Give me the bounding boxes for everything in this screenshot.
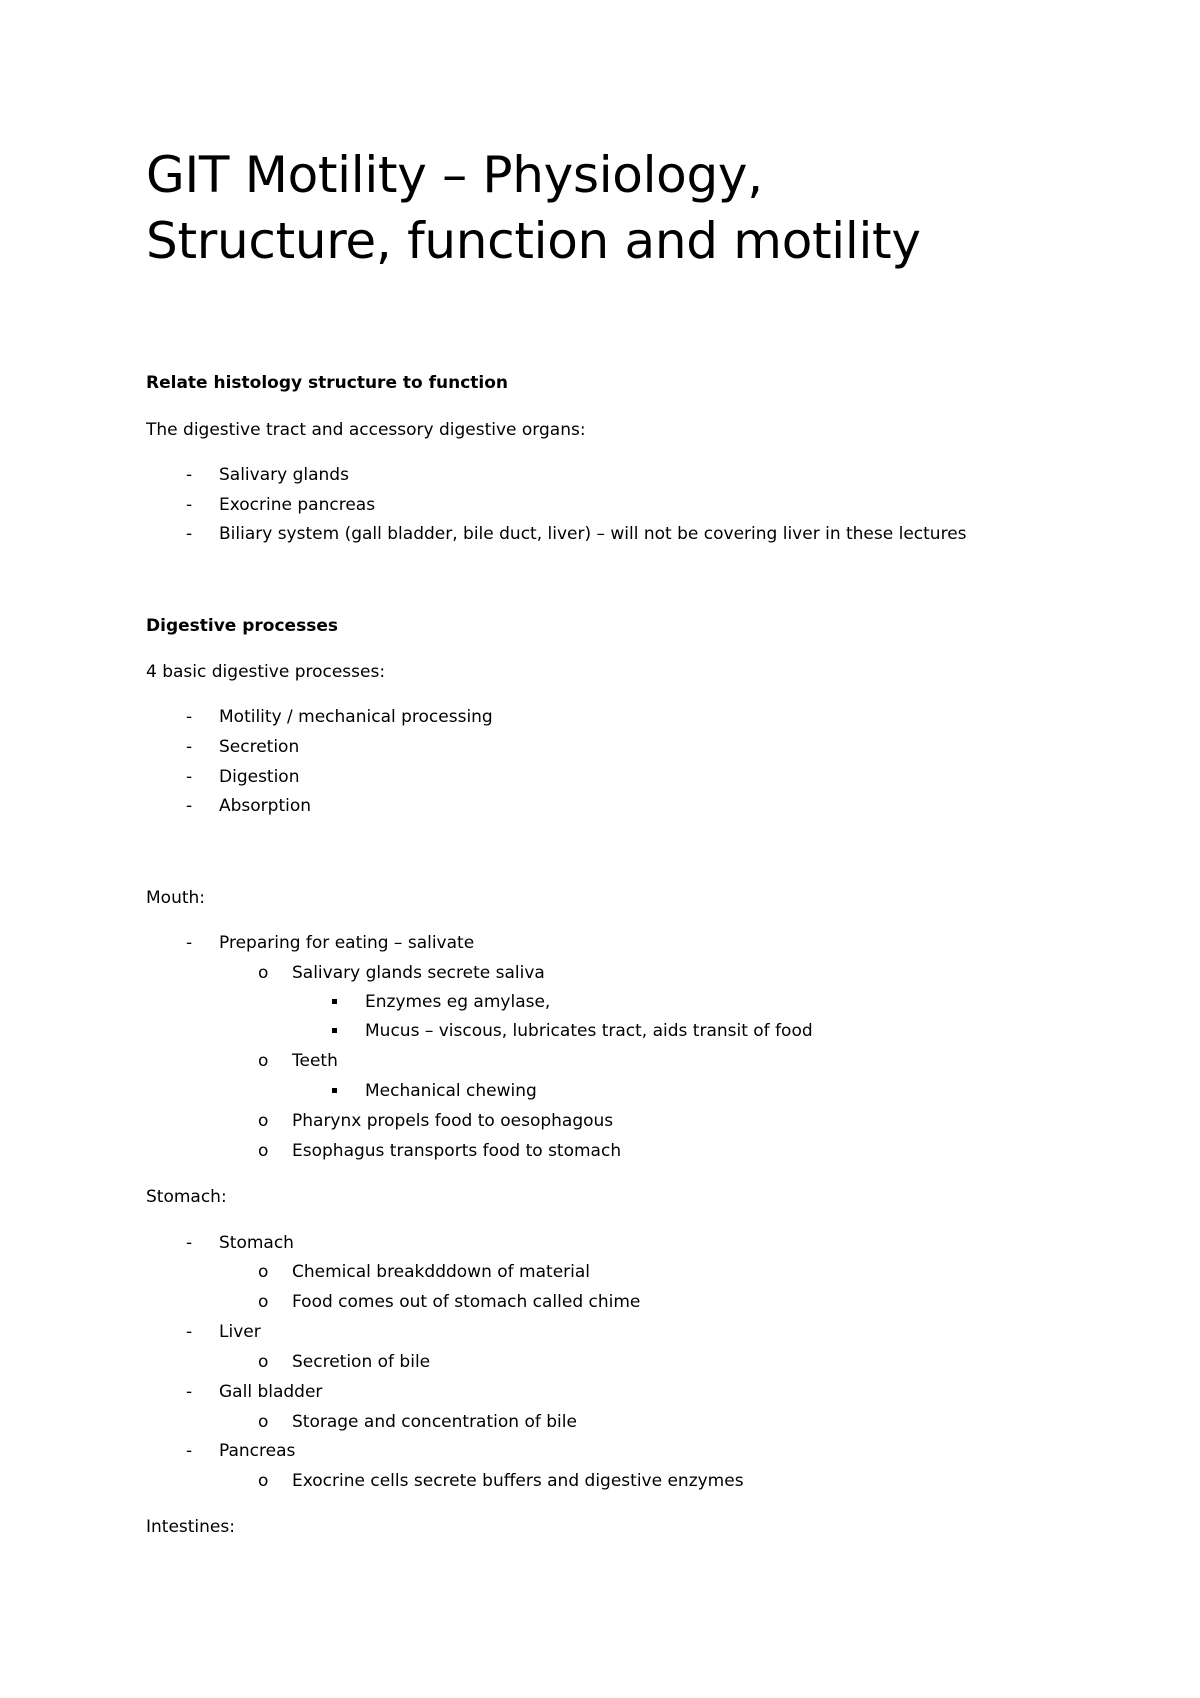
dash-marker: - (186, 1441, 193, 1461)
list-item: Motility / mechanical processing (219, 707, 493, 727)
sub-list-item: Pharynx propels food to oesophagous (292, 1111, 614, 1131)
list-item: Salivary glands (219, 465, 349, 485)
list-item: Pancreas (219, 1441, 296, 1461)
sub-sub-list-item: Mechanical chewing (365, 1081, 537, 1101)
circle-marker: o (258, 1262, 269, 1282)
list-item: Digestion (219, 767, 300, 787)
list-item: Exocrine pancreas (219, 495, 376, 515)
circle-marker: o (258, 1141, 269, 1161)
sub-sub-list-item: Mucus – viscous, lubricates tract, aids transit of food (365, 1021, 813, 1041)
list-item: Liver (219, 1322, 261, 1342)
list-item: Secretion (219, 737, 300, 757)
section-heading-histology: Relate histology structure to function (146, 373, 509, 393)
list-item: Gall bladder (219, 1382, 323, 1402)
dash-marker: - (186, 707, 193, 727)
sub-sub-list-item: Enzymes eg amylase, (365, 992, 551, 1012)
list-item: Absorption (219, 796, 312, 816)
circle-marker: o (258, 1051, 269, 1071)
circle-marker: o (258, 1111, 269, 1131)
square-bullet-icon (332, 1028, 337, 1033)
section-intro-organs: The digestive tract and accessory digestive organs: (146, 420, 586, 440)
square-bullet-icon (332, 999, 337, 1004)
dash-marker: - (186, 767, 193, 787)
section-heading-processes: Digestive processes (146, 616, 338, 636)
sub-list-item: Storage and concentration of bile (292, 1412, 577, 1432)
dash-marker: - (186, 1322, 193, 1342)
circle-marker: o (258, 1412, 269, 1432)
circle-marker: o (258, 963, 269, 983)
dash-marker: - (186, 524, 193, 544)
sub-list-item: Teeth (292, 1051, 338, 1071)
list-item: Stomach (219, 1233, 294, 1253)
square-bullet-icon (332, 1088, 337, 1093)
document-title (146, 142, 1106, 274)
section-heading-intestines: Intestines: (146, 1517, 235, 1537)
section-heading-mouth: Mouth: (146, 888, 206, 908)
dash-marker: - (186, 465, 193, 485)
section-heading-stomach: Stomach: (146, 1187, 227, 1207)
title-line-2: Structure, function and motility (146, 212, 921, 270)
dash-marker: - (186, 495, 193, 515)
dash-marker: - (186, 1233, 193, 1253)
title-line-1: GIT Motility – Physiology, (146, 146, 763, 204)
sub-list-item: Secretion of bile (292, 1352, 431, 1372)
dash-marker: - (186, 796, 193, 816)
dash-marker: - (186, 1382, 193, 1402)
section-intro-processes: 4 basic digestive processes: (146, 662, 386, 682)
list-item: Preparing for eating – salivate (219, 933, 475, 953)
circle-marker: o (258, 1292, 269, 1312)
circle-marker: o (258, 1352, 269, 1372)
sub-list-item: Salivary glands secrete saliva (292, 963, 545, 983)
sub-list-item: Food comes out of stomach called chime (292, 1292, 641, 1312)
sub-list-item: Chemical breakdddown of material (292, 1262, 591, 1282)
circle-marker: o (258, 1471, 269, 1491)
list-item: Biliary system (gall bladder, bile duct, liver) – will not be covering liver in these lectures (219, 524, 967, 544)
dash-marker: - (186, 737, 193, 757)
sub-list-item: Exocrine cells secrete buffers and digestive enzymes (292, 1471, 744, 1491)
dash-marker: - (186, 933, 193, 953)
sub-list-item: Esophagus transports food to stomach (292, 1141, 622, 1161)
